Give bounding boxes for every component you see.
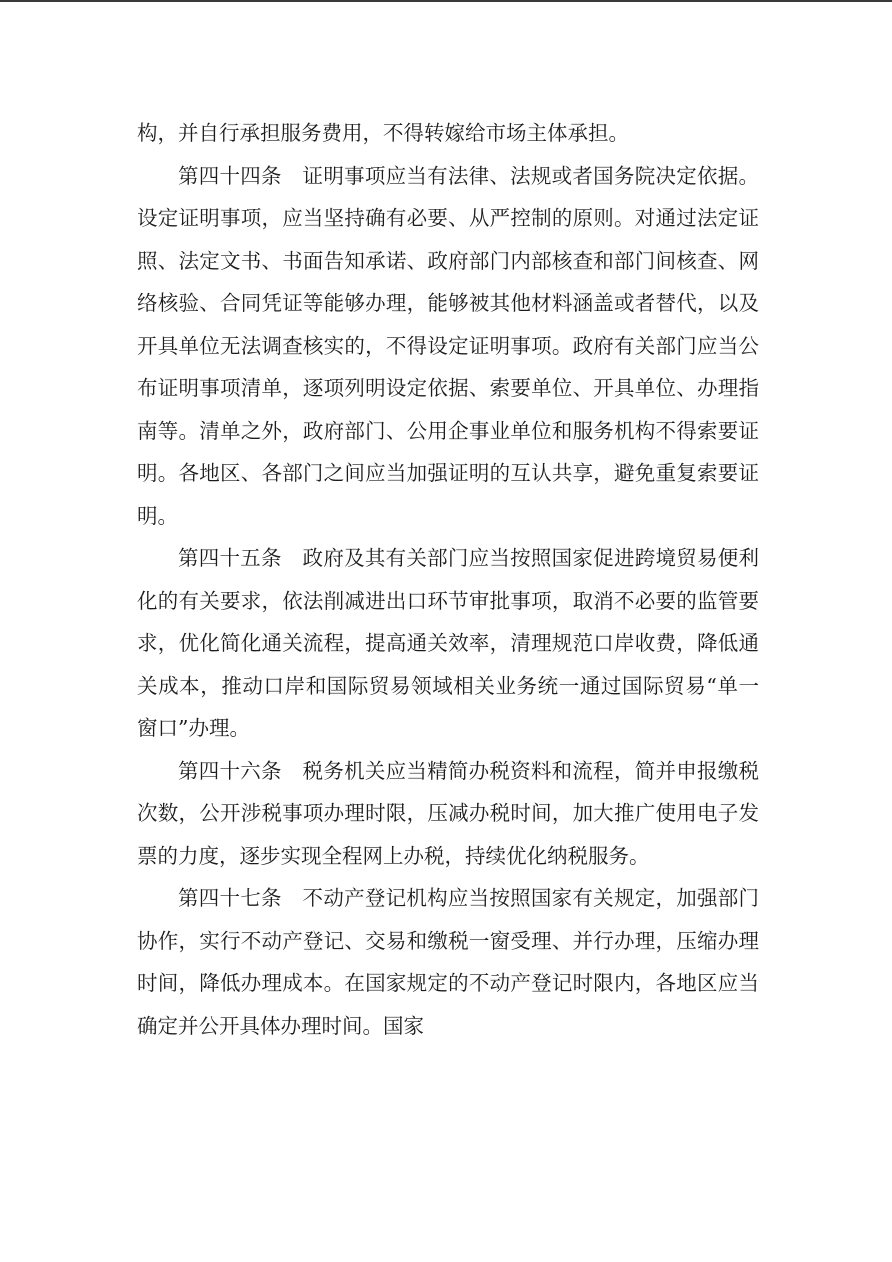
article-47-paragraph: [137, 877, 759, 1047]
article-44-text: 证明事项应当有法律、法规或者国务院决定依据。设定证明事项，应当坚持确有必要、从严控制的原则。对通过法定证照、法定文书、书面告知承诺、政府部门内部核查和部门间核查、网络核验、合同凭证等能够办理，能够被其他材料涵盖或者替代，以及开具单位无法调查核实的，不得设定证明事项。政府有关部门应当公布证明事项清单，逐项列明设定依据、索要单位、开具单位、办理指南等。清单之外，政府部门、公用企事业单位和服务机构不得索要证明。各地区、各部门之间应当加强证明的互认共享，避免重复索要证明。: [137, 163, 759, 528]
article-47-text: 不动产登记机构应当按照国家有关规定，加强部门协作，实行不动产登记、交易和缴税一窗受理、并行办理，压缩办理时间，降低办理成本。在国家规定的不动产登记时限内，各地区应当确定并公开具体办理时间。国家: [137, 886, 759, 1038]
article-46-text: 税务机关应当精简办税资料和流程，简并申报缴税次数，公开涉税事项办理时限，压减办税时间，加大推广使用电子发票的力度，逐步实现全程网上办税，持续优化纳税服务。: [137, 758, 759, 868]
continuation-text: 构，并自行承担服务费用，不得转嫁给市场主体承担。: [137, 121, 629, 145]
article-44-number: 第四十四条: [178, 163, 282, 188]
article-46-paragraph: [137, 750, 759, 878]
continuation-paragraph: [137, 112, 759, 155]
article-44-paragraph: [137, 155, 759, 538]
article-45-number: 第四十五条: [178, 546, 282, 570]
article-47-number: 第四十七条: [178, 886, 282, 910]
article-45-paragraph: [137, 537, 759, 750]
document-body: [137, 112, 759, 1047]
article-45-text: 政府及其有关部门应当按照国家促进跨境贸易便利化的有关要求，依法削减进出口环节审批事项，取消不必要的监管要求，优化简化通关流程，提高通关效率，清理规范口岸收费，降低通关成本，推动口岸和国际贸易领域相关业务统一通过国际贸易“单一窗口”办理。: [137, 546, 759, 740]
article-46-number: 第四十六条: [178, 758, 282, 783]
